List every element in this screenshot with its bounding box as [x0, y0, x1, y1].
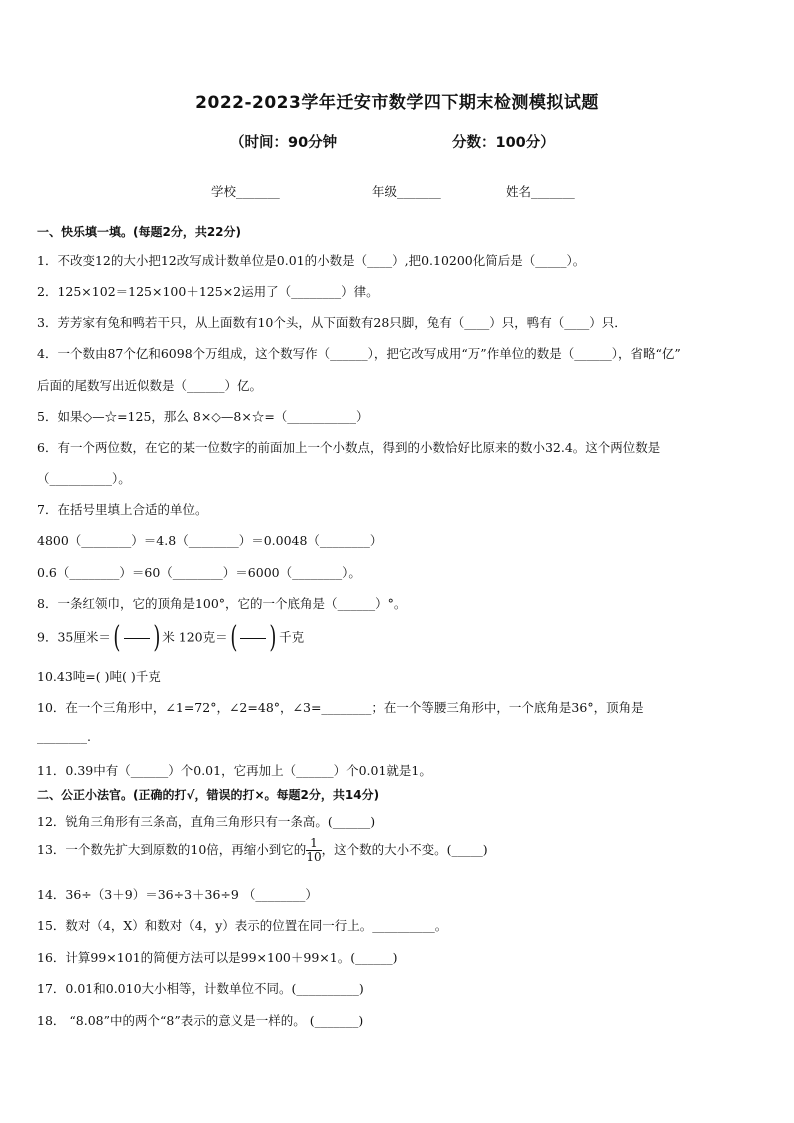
fraction-denominator: 10 — [306, 850, 322, 864]
question-9-unit-2: 千克 — [279, 629, 305, 645]
question-4-line-2: 后面的尾数写出近似数是（______）亿。 — [37, 378, 263, 393]
question-9-prefix: 9．35厘米＝ — [37, 629, 111, 645]
question-5: 5．如果◇—☆=125，那么 8×◇—8×☆=（___________） — [37, 409, 369, 424]
question-6-line-1: 6．有一个两位数，在它的某一位数字的前面加上一个小数点，得到的小数恰好比原来的数小32.4。这个两位数是 — [37, 440, 661, 455]
question-16: 16．计算99×101的简便方法可以是99×100＋99×1。(______) — [37, 950, 398, 965]
question-10-line-1: 10．在一个三角形中，∠1=72°，∠2=48°，∠3=________；在一个等腰三角形中，一个底角是36°，顶角是 — [37, 700, 644, 715]
blank-paren-open: ( — [229, 620, 238, 655]
question-13 — [37, 837, 488, 864]
page-title: 2022-2023学年迁安市数学四下期末检测模拟试题 — [195, 93, 599, 113]
question-6-line-2: （__________）。 — [37, 471, 131, 486]
blank-paren-close: ) — [152, 620, 160, 655]
question-7-row-a: 4800（________）＝4.8（________）＝0.0048（________） — [37, 533, 383, 548]
question-9 — [37, 620, 305, 655]
question-1: 1．不改变12的大小把12改写成计数单位是0.01的小数是（____）,把0.10200化简后是（_____）。 — [37, 253, 586, 268]
question-12: 12．锐角三角形有三条高，直角三角形只有一条高。(______) — [37, 814, 376, 829]
question-9-unit-1: 米 120克＝ — [162, 629, 228, 645]
fraction — [306, 837, 321, 864]
question-18: 18． “8.08”中的两个“8”表示的意义是一样的。 (_______) — [37, 1013, 364, 1028]
question-2: 2．125×102＝125×100＋125×2运用了（________）律。 — [37, 284, 379, 299]
exam-score: 分数：100分） — [452, 135, 555, 151]
question-4-line-1: 4．一个数由87个亿和6098个万组成，这个数写作（______），把它改写成用“万”作单位的数是（______），省略“亿” — [37, 346, 681, 361]
question-3: 3．芳芳家有兔和鸭若干只，从上面数有10个头，从下面数有28只脚，兔有（____）只，鸭有（____）只． — [37, 315, 627, 330]
question-7-row-b: 0.6（________）＝60（________）＝6000（________）。 — [37, 565, 361, 580]
question-7: 7．在括号里填上合适的单位。 — [37, 502, 208, 517]
question-17: 17．0.01和0.010大小相等，计数单位不同。(__________) — [37, 981, 364, 996]
exam-time: （时间：90分钟 — [230, 135, 338, 151]
school-field: 学校_______ — [211, 184, 280, 199]
blank-fraction-bar — [124, 638, 150, 639]
question-11: 11．0.39中有（______）个0.01，它再加上（______）个0.01就是1。 — [37, 763, 432, 778]
section-1-heading: 一、快乐填一填。(每题2分，共22分) — [37, 225, 242, 239]
blank-paren-close: ) — [269, 620, 277, 655]
grade-field: 年级_______ — [372, 184, 441, 199]
question-10-43: 10.43吨=( )吨( )千克 — [37, 669, 161, 684]
question-13-before: 13．一个数先扩大到原数的10倍，再缩小到它的 — [37, 842, 307, 857]
blank-fraction-bar — [240, 638, 266, 639]
question-13-after: ，这个数的大小不变。(_____) — [321, 842, 488, 857]
blank-paren-open: ( — [113, 620, 121, 655]
question-8: 8．一条红领巾，它的顶角是100°，它的一个底角是（______）°。 — [37, 596, 407, 611]
question-10-line-2: ________. — [37, 729, 91, 744]
question-14: 14．36÷（3＋9）＝36÷3＋36÷9 （________） — [37, 887, 318, 902]
name-field: 姓名_______ — [506, 184, 575, 199]
section-2-heading: 二、公正小法官。(正确的打√，错误的打×。每题2分，共14分) — [37, 788, 380, 802]
fraction-numerator: 1 — [310, 836, 318, 850]
question-15: 15．数对（4，X）和数对（4，y）表示的位置在同一行上。__________。 — [37, 918, 448, 933]
